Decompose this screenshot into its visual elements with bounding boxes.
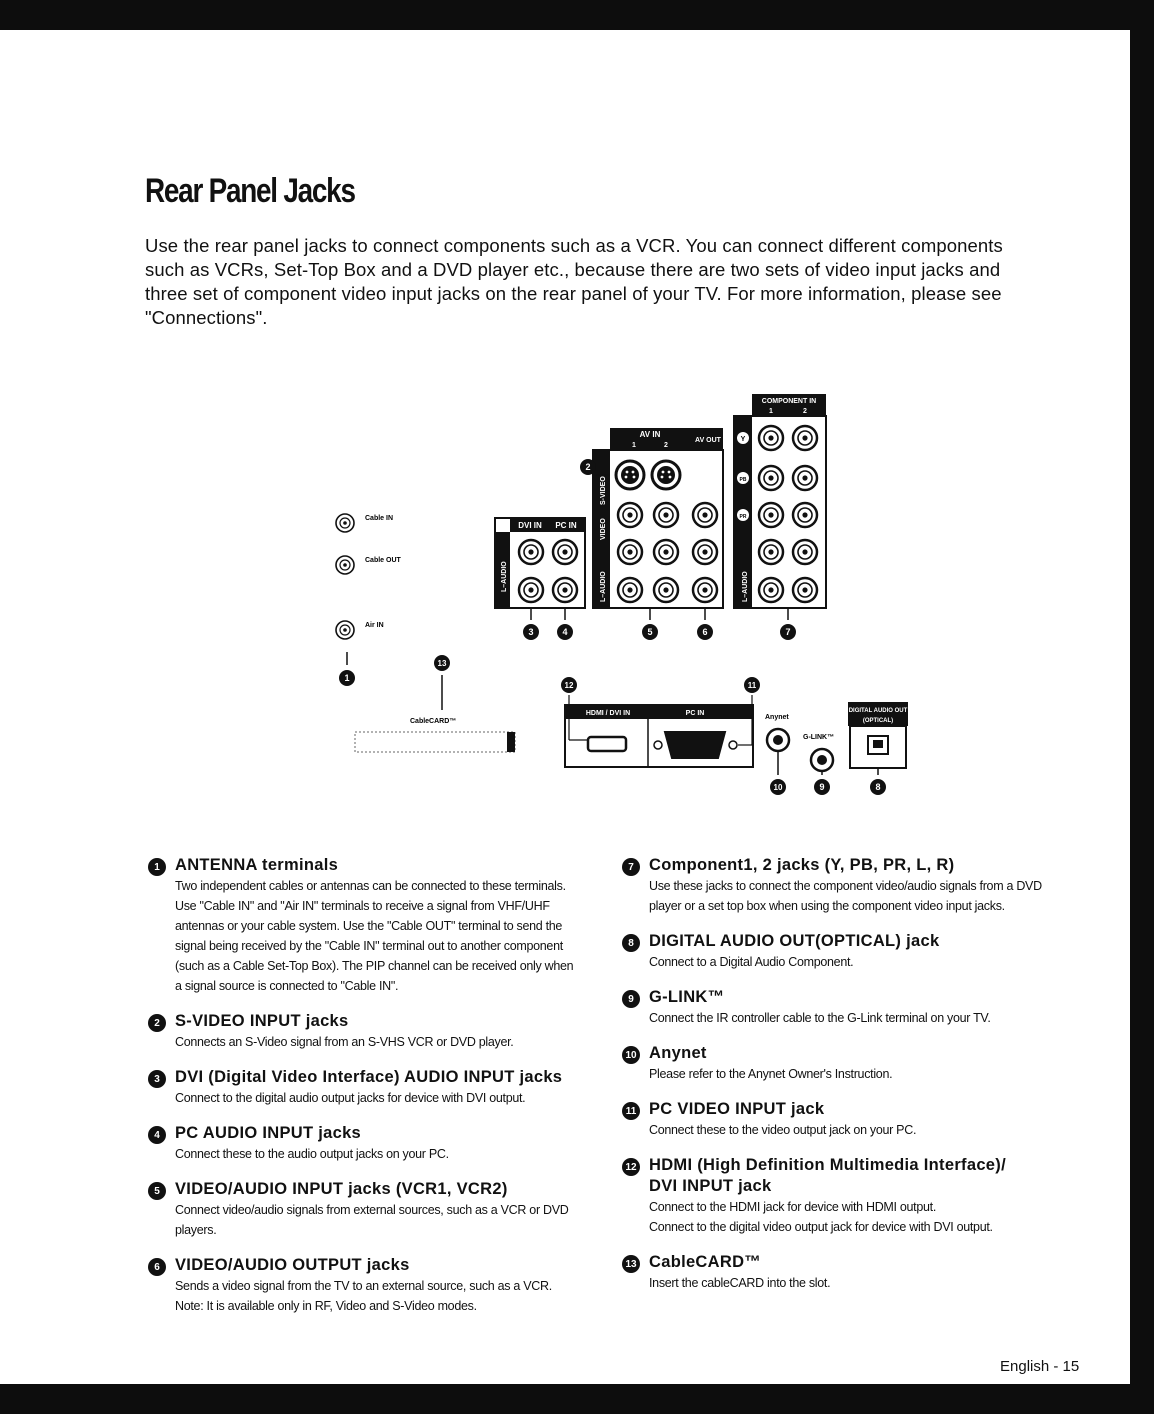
av-in-label: AV IN <box>639 430 661 439</box>
item-desc: Connects an S-Video signal from an S-VHS VCR or DVD player. <box>175 1035 514 1049</box>
item-number: 9 <box>622 990 640 1008</box>
dvi-in-label: DVI IN <box>518 521 542 530</box>
page-number: English - 15 <box>1000 1358 1080 1375</box>
item-title: PC AUDIO INPUT jacks <box>175 1124 362 1142</box>
item-desc: Connect to the digital audio output jacks for device with DVI output. <box>175 1091 526 1105</box>
item-number: 11 <box>622 1102 640 1120</box>
cable-in-jack <box>336 514 354 532</box>
desc-item <box>148 1067 603 1108</box>
top-border <box>0 0 1154 30</box>
air-in-jack <box>336 621 354 639</box>
callout-3-label: 3 <box>528 627 534 637</box>
s-video-jack-2 <box>652 461 680 489</box>
cable-in-label: Cable IN <box>365 515 394 522</box>
desc-item <box>148 1179 603 1240</box>
item-desc: Connect these to the video output jack on your PC. <box>649 1123 917 1137</box>
callout-9-label: 9 <box>819 782 825 792</box>
callout-10-label: 10 <box>773 783 783 792</box>
item-desc: Insert the cableCARD into the slot. <box>649 1276 831 1290</box>
item-title: DVI (Digital Video Interface) AUDIO INPUT jacks <box>175 1068 563 1086</box>
callout-4-label: 4 <box>562 627 568 637</box>
item-number: 2 <box>148 1014 166 1032</box>
g-link-label: G-LINK™ <box>803 734 835 741</box>
item-desc: Two independent cables or antennas can be connected to these terminals. Use "Cable IN" and "Air IN" terminals to receive a signal from VHF/UHF antennas or your cable system. Use the "Cable OUT" terminal to send the signal being received by the "Cable IN" terminal out to another component (such as a Cable Set-Top Box). The PIP channel can be received only when a signal source is connected to "Cable IN". <box>175 879 574 993</box>
desc-item <box>622 855 1077 916</box>
component-audio-label: L–AUDIO <box>742 571 749 602</box>
callout-12-label: 12 <box>564 681 574 690</box>
svg-text:2: 2 <box>803 408 807 415</box>
anynet-glink-optical-section <box>765 702 908 795</box>
hdmi-pc-section <box>561 677 760 767</box>
item-title: PC VIDEO INPUT jack <box>649 1100 825 1118</box>
item-number: 3 <box>148 1070 166 1088</box>
desc-item <box>622 1252 1077 1293</box>
desc-item <box>148 1011 603 1052</box>
item-title: DIGITAL AUDIO OUT(OPTICAL) jack <box>649 932 940 950</box>
desc-item <box>622 987 1077 1028</box>
item-desc: Use these jacks to connect the component video/audio signals from a DVD player or a set top box when using the component video input jacks. <box>649 879 1042 913</box>
item-desc: Connect these to the audio output jacks on your PC. <box>175 1147 449 1161</box>
item-number: 1 <box>148 858 166 876</box>
svg-text:PR: PR <box>739 514 747 520</box>
callout-2-label: 2 <box>585 462 591 472</box>
digital-audio-out-label: DIGITAL AUDIO OUT <box>848 708 908 714</box>
pc-in-bottom-label: PC IN <box>685 710 705 717</box>
callout-6-label: 6 <box>702 627 708 637</box>
hdmi-dvi-in-label: HDMI / DVI IN <box>585 710 631 717</box>
callout-7-label: 7 <box>785 627 791 637</box>
item-title: S-VIDEO INPUT jacks <box>175 1012 349 1030</box>
vga-port <box>665 732 725 758</box>
item-number: 4 <box>148 1126 166 1144</box>
item-title: G-LINK™ <box>649 988 725 1006</box>
svg-text:PB: PB <box>739 477 747 483</box>
cablecard-label: CableCARD™ <box>410 718 457 725</box>
cable-out-label: Cable OUT <box>365 557 401 564</box>
component-in-label: COMPONENT IN <box>761 398 817 405</box>
page-title: Rear Panel Jacks <box>145 172 355 210</box>
av-section <box>580 428 723 640</box>
item-title: CableCARD™ <box>649 1253 762 1271</box>
item-number: 6 <box>148 1258 166 1276</box>
item-number: 13 <box>622 1255 640 1273</box>
item-desc: Connect to a Digital Audio Component. <box>649 955 854 969</box>
item-title: Component1, 2 jacks (Y, PB, PR, L, R) <box>649 856 955 874</box>
item-number: 8 <box>622 934 640 952</box>
desc-item <box>622 1099 1077 1140</box>
svg-text:Y: Y <box>740 436 746 443</box>
svg-text:2: 2 <box>664 442 668 449</box>
callout-11-label: 11 <box>747 681 757 690</box>
desc-item <box>148 1255 603 1316</box>
callout-1-label: 1 <box>344 673 350 683</box>
item-title: ANTENNA terminals <box>175 856 339 874</box>
descriptions-right <box>622 855 1077 1308</box>
hdmi-port <box>588 737 626 751</box>
bottom-border <box>0 1384 1154 1414</box>
component-section <box>734 394 826 640</box>
item-desc: Connect to the HDMI jack for device with HDMI output. Connect to the digital video output jack for device with DVI output. <box>649 1200 993 1234</box>
dvi-audio-label: L–AUDIO <box>501 561 508 592</box>
air-in-label: Air IN <box>365 622 384 629</box>
svg-text:1: 1 <box>632 442 636 449</box>
svg-text:1: 1 <box>769 408 773 415</box>
desc-item <box>148 1123 603 1164</box>
cable-out-jack <box>336 556 354 574</box>
callout-5-label: 5 <box>647 627 653 637</box>
item-title: HDMI (High Definition Multimedia Interface)/ DVI INPUT jack <box>649 1156 1006 1195</box>
anynet-label: Anynet <box>765 714 789 721</box>
rear-panel-diagram <box>320 380 920 800</box>
intro-paragraph: Use the rear panel jacks to connect components such as a VCR. You can connect different components such as VCRs, Set-Top Box and a DVD player etc., because there are two sets of video input jacks and three set of component video input jacks on the rear panel of your TV. For more information, please see "Connections". <box>145 235 1003 328</box>
av-audio-label: L–AUDIO <box>600 571 607 602</box>
item-title: VIDEO/AUDIO OUTPUT jacks <box>175 1256 410 1274</box>
desc-item <box>148 855 603 996</box>
antenna-section <box>336 514 402 686</box>
cablecard-section <box>355 655 515 752</box>
item-number: 7 <box>622 858 640 876</box>
right-border <box>1130 30 1154 1414</box>
dvi-pc-audio-section <box>495 518 585 640</box>
item-desc: Please refer to the Anynet Owner's Instruction. <box>649 1067 893 1081</box>
item-title: Anynet <box>649 1044 707 1062</box>
desc-item <box>622 1155 1077 1237</box>
descriptions-left <box>148 855 603 1331</box>
item-number: 5 <box>148 1182 166 1200</box>
av-out-label: AV OUT <box>695 437 721 444</box>
desc-item <box>622 1043 1077 1084</box>
video-label: VIDEO <box>600 518 607 540</box>
callout-8-label: 8 <box>875 782 881 792</box>
s-video-jack-1 <box>616 461 644 489</box>
item-desc: Sends a video signal from the TV to an external source, such as a VCR. Note: It is available only in RF, Video and S-Video modes. <box>175 1279 552 1313</box>
item-number: 12 <box>622 1158 640 1176</box>
item-desc: Connect the IR controller cable to the G-Link terminal on your TV. <box>649 1011 991 1025</box>
pc-in-label: PC IN <box>555 521 577 530</box>
s-video-label: S-VIDEO <box>600 476 607 505</box>
item-number: 10 <box>622 1046 640 1064</box>
optical-label: (OPTICAL) <box>862 718 894 724</box>
item-desc: Connect video/audio signals from external sources, such as a VCR or DVD players. <box>175 1203 569 1237</box>
item-title: VIDEO/AUDIO INPUT jacks (VCR1, VCR2) <box>175 1180 508 1198</box>
desc-item <box>622 931 1077 972</box>
callout-13-label: 13 <box>437 659 447 668</box>
